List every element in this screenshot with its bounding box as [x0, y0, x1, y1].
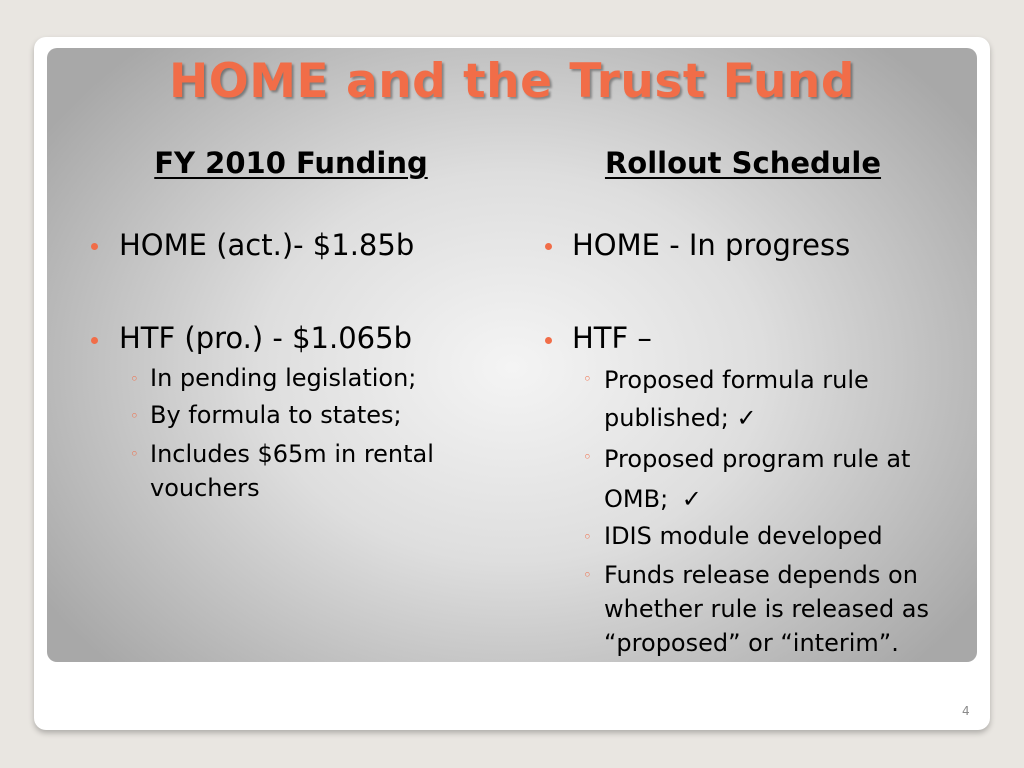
left-subitem: Includes $65m in rental vouchers	[150, 440, 434, 502]
right-item-home: HOME - In progress	[572, 228, 851, 262]
sub-bullet-icon: ◦	[583, 566, 592, 584]
sub-bullet-icon: ◦	[130, 407, 139, 425]
sub-bullet-icon: ◦	[130, 445, 139, 463]
right-subitem-text: Proposed formula rule published;	[604, 366, 869, 432]
right-column-heading: Rollout Schedule	[604, 146, 882, 180]
checkmark-icon: ✓	[681, 485, 702, 513]
right-subitem	[604, 361, 924, 437]
right-subitem: Funds release depends on whether rule is released as “proposed” or “interim”.	[604, 561, 930, 657]
left-item-htf: HTF (pro.) - $1.065b	[119, 321, 412, 355]
bullet-dot-icon	[91, 337, 98, 344]
sub-bullet-icon: ◦	[583, 370, 592, 388]
checkmark-icon: ✓	[736, 404, 757, 432]
right-subitem	[604, 439, 934, 519]
slide-title: HOME and the Trust Fund	[168, 54, 856, 109]
left-subitem: By formula to states;	[150, 401, 402, 429]
bullet-dot-icon	[545, 243, 552, 250]
sub-bullet-icon: ◦	[583, 528, 592, 546]
page-number: 4	[962, 704, 970, 718]
right-subitem-text: Proposed program rule at OMB;	[604, 445, 911, 513]
right-subitem: IDIS module developed	[604, 522, 883, 550]
sub-bullet-icon: ◦	[583, 448, 592, 466]
bullet-dot-icon	[545, 337, 552, 344]
bullet-dot-icon	[91, 243, 98, 250]
left-item-home: HOME (act.)- $1.85b	[119, 228, 415, 262]
sub-bullet-icon: ◦	[130, 370, 139, 388]
left-subitem: In pending legislation;	[150, 364, 417, 392]
right-item-htf: HTF –	[572, 321, 652, 355]
left-column-heading: FY 2010 Funding	[154, 146, 428, 180]
